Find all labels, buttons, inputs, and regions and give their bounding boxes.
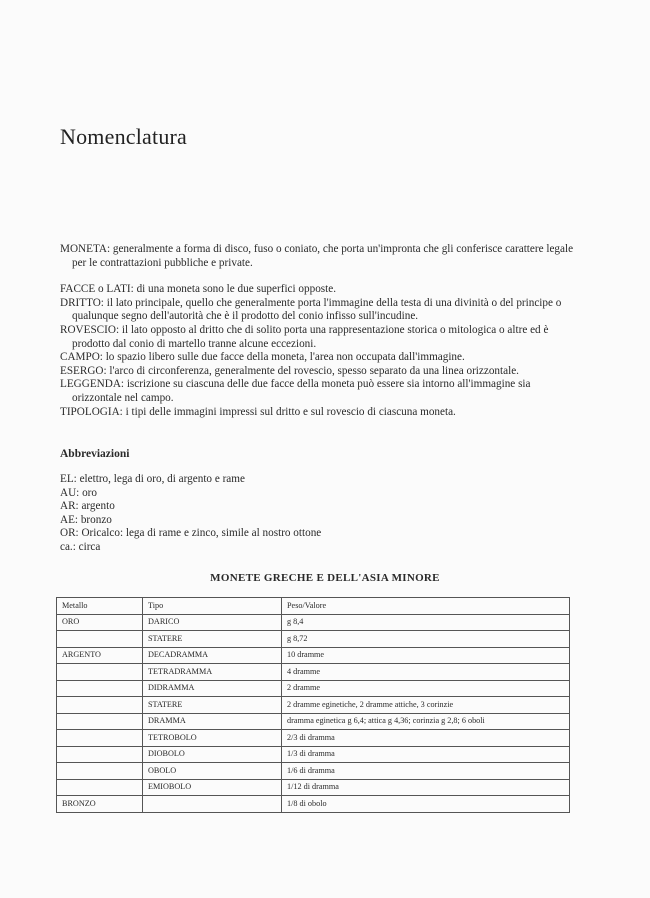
cell-peso-valore: g 8,72 [282, 631, 570, 648]
table-row [57, 713, 570, 730]
definition-campo [60, 351, 576, 365]
cell-peso-valore: 2 dramme eginetiche, 2 dramme attiche, 3 corinzie [282, 697, 570, 714]
cell-metallo [57, 697, 143, 714]
cell-metallo [57, 664, 143, 681]
cell-tipo: DARICO [143, 614, 282, 631]
cell-metallo: BRONZO [57, 796, 143, 813]
cell-peso-valore: 1/12 di dramma [282, 779, 570, 796]
abbreviation-item: OR: Oricalco: lega di rame e zinco, simile al nostro ottone [60, 527, 322, 540]
definition-dritto [60, 297, 576, 324]
abbreviation-item: AE: bronzo [60, 513, 112, 526]
table-row [57, 763, 570, 780]
definition-facce [60, 283, 576, 297]
cell-metallo [57, 680, 143, 697]
cell-tipo: DIOBOLO [143, 746, 282, 763]
column-header-metallo: Metallo [57, 598, 143, 615]
cell-tipo: DECADRAMMA [143, 647, 282, 664]
cell-tipo: DRAMMA [143, 713, 282, 730]
definition-text: il lato principale, quello che generalmente porta l'immagine della testa di una divinità o del principe o qualunque segno dell'autorità che è il prodotto del conio infisso sull'incudine. [72, 296, 562, 323]
abbreviations-list [60, 473, 321, 555]
table-row [57, 730, 570, 747]
abbreviations-heading: Abbreviazioni [60, 448, 130, 460]
cell-tipo: STATERE [143, 697, 282, 714]
cell-peso-valore: 2 dramme [282, 680, 570, 697]
abbreviation-item: AR: argento [60, 500, 115, 513]
table-row [57, 697, 570, 714]
cell-metallo [57, 746, 143, 763]
definition-leggenda [60, 378, 576, 405]
table-row [57, 614, 570, 631]
cell-peso-valore: 1/3 di dramma [282, 746, 570, 763]
cell-peso-valore: 2/3 di dramma [282, 730, 570, 747]
definition-text: iscrizione su ciascuna delle due facce della moneta può essere sia intorno all'immagine sia orizzontale nel campo. [72, 378, 531, 404]
definition-text: i tipi delle immagini impressi sul dritto e sul rovescio di ciascuna moneta. [122, 405, 456, 418]
definition-term: ESERGO: [60, 364, 107, 377]
definition-term: DRITTO: [60, 296, 104, 309]
table-row [57, 796, 570, 813]
definition-term: LEGGENDA: [60, 378, 125, 391]
cell-tipo: OBOLO [143, 763, 282, 780]
definition-tipologia [60, 406, 576, 420]
definition-text: generalmente a forma di disco, fuso o coniato, che porta un'impronta che gli conferisce carattere legale per le contrattazioni pubbliche e private. [72, 243, 574, 269]
table-row [57, 647, 570, 664]
table-header-row [57, 598, 570, 615]
definition-esergo [60, 365, 576, 379]
cell-peso-valore: 4 dramme [282, 664, 570, 681]
cell-peso-valore: dramma eginetica g 6,4; attica g 4,36; corinzia g 2,8; 6 oboli [282, 713, 570, 730]
cell-metallo [57, 631, 143, 648]
table-row [57, 779, 570, 796]
page-title: Nomenclatura [60, 124, 188, 149]
definition-text: lo spazio libero sulle due facce della moneta, l'area non occupata dall'immagine. [102, 351, 465, 364]
table-body [57, 614, 570, 812]
table-row [57, 680, 570, 697]
cell-tipo: EMIOBOLO [143, 779, 282, 796]
definition-rovescio [60, 324, 576, 351]
cell-tipo: TETRADRAMMA [143, 664, 282, 681]
column-header-peso-valore: Peso/Valore [282, 598, 570, 615]
definition-term: MONETA: [60, 243, 111, 255]
definition-text: l'arco di circonferenza, generalmente del rovescio, spesso separato da una linea orizzontale. [106, 364, 519, 377]
table-row [57, 746, 570, 763]
cell-peso-valore: 1/6 di dramma [282, 763, 570, 780]
cell-tipo [143, 796, 282, 813]
cell-peso-valore: g 8,4 [282, 614, 570, 631]
table-row [57, 664, 570, 681]
cell-tipo: DIDRAMMA [143, 680, 282, 697]
definition-text: il lato opposto al dritto che di solito porta una rappresentazione storica o mitologica o altre ed è prodotto dal conio di martello tranne alcune eccezioni. [72, 323, 549, 350]
cell-tipo: STATERE [143, 631, 282, 648]
definition-term: ROVESCIO: [60, 323, 120, 336]
cell-metallo [57, 730, 143, 747]
cell-metallo [57, 779, 143, 796]
abbreviation-item: EL: elettro, lega di oro, di argento e rame [60, 473, 245, 485]
definitions-list [60, 243, 576, 419]
definition-text: di una moneta sono le due superfici opposte. [133, 283, 337, 296]
cell-peso-valore: 10 dramme [282, 647, 570, 664]
cell-metallo [57, 763, 143, 780]
column-header-tipo: Tipo [143, 598, 282, 615]
cell-metallo: ARGENTO [57, 647, 143, 664]
definition-term: CAMPO: [60, 351, 103, 364]
definition-term: TIPOLOGIA: [60, 405, 123, 418]
definition-moneta [60, 243, 576, 270]
cell-metallo: ORO [57, 614, 143, 631]
abbreviation-item: ca.: circa [60, 540, 101, 553]
table-row [57, 631, 570, 648]
cell-tipo: TETROBOLO [143, 730, 282, 747]
coins-table [56, 597, 570, 813]
definition-term: FACCE o LATI: [60, 283, 134, 296]
table-title: MONETE GRECHE E DELL'ASIA MINORE [210, 572, 440, 584]
cell-peso-valore: 1/8 di obolo [282, 796, 570, 813]
abbreviation-item: AU: oro [60, 486, 97, 499]
cell-metallo [57, 713, 143, 730]
